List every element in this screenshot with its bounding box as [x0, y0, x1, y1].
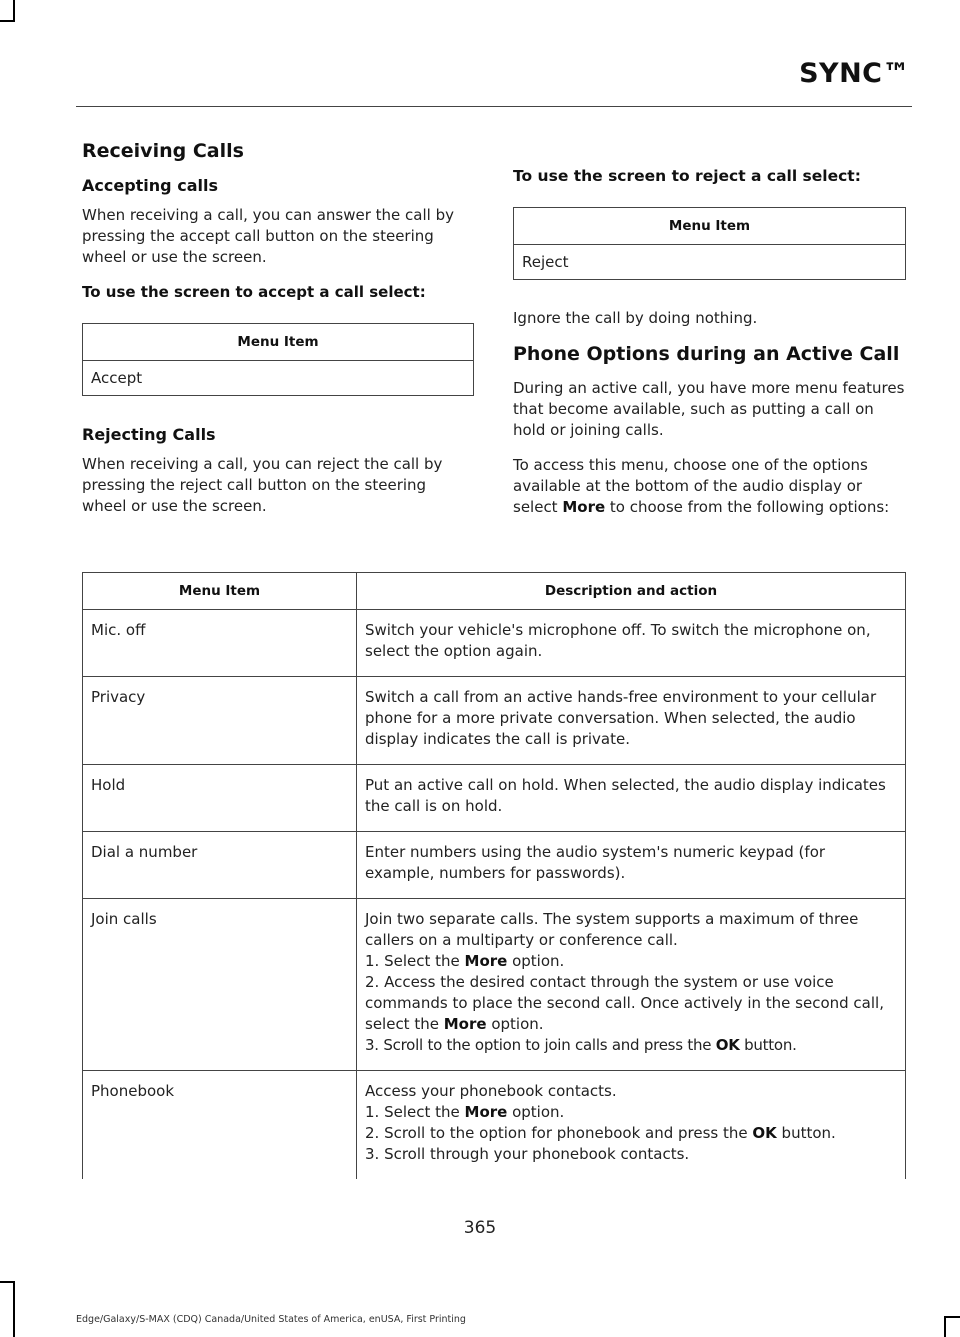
crop-mark-bottom-right-h: [944, 1316, 960, 1318]
crop-mark-bottom-left-v: [13, 1283, 15, 1337]
crop-mark-bottom-right-v: [944, 1318, 946, 1337]
join-step-3: [365, 1035, 897, 1056]
table-row: [83, 1071, 906, 1180]
access-text-post: to choose from the following options:: [605, 498, 890, 516]
row-item: Hold: [83, 765, 357, 832]
section-heading-receiving-calls: Receiving Calls: [82, 140, 244, 162]
phonebook-step-2-post: button.: [776, 1124, 836, 1142]
join-step-1-keyword: More: [464, 952, 508, 970]
access-description: [513, 455, 906, 518]
crop-mark-bottom-left-h: [0, 1281, 15, 1283]
accept-table-header: Menu Item: [83, 324, 474, 361]
access-text-pre: To access this menu, choose one of the options available at the bottom of the audio display or select: [513, 456, 868, 516]
join-step-1-pre: 1. Select the: [365, 952, 465, 970]
join-step-3-keyword: OK: [715, 1036, 740, 1054]
row-description: Switch your vehicle's microphone off. To switch the microphone on, select the option again.: [357, 610, 906, 677]
row-item: Mic. off: [83, 610, 357, 677]
table-row: [83, 899, 906, 1071]
reject-table-header: Menu Item: [514, 208, 906, 245]
row-description: [357, 899, 906, 1071]
row-item: Dial a number: [83, 832, 357, 899]
reject-menu-item: Reject: [514, 245, 906, 280]
subheading-accepting-calls: Accepting calls: [82, 176, 218, 195]
join-step-2-post: option.: [486, 1015, 544, 1033]
phonebook-step-2: [365, 1123, 897, 1144]
header-divider: [76, 106, 912, 107]
page-header-title: SYNC™: [799, 58, 910, 89]
row-item: Phonebook: [83, 1071, 357, 1180]
row-item: Privacy: [83, 677, 357, 765]
ignore-description: Ignore the call by doing nothing.: [513, 309, 758, 327]
phonebook-step-2-keyword: OK: [752, 1124, 777, 1142]
phonebook-step-2-pre: 2. Scroll to the option for phonebook and press the: [365, 1124, 753, 1142]
join-step-1-post: option.: [507, 952, 565, 970]
accept-description: When receiving a call, you can answer the call by pressing the accept call button on the steering wheel or use the screen.: [82, 206, 454, 266]
table-row: [83, 677, 906, 765]
reject-lead: To use the screen to reject a call select:: [513, 167, 861, 185]
accept-menu-item: Accept: [83, 361, 474, 396]
table-row: [83, 610, 906, 677]
join-intro: Join two separate calls. The system supports a maximum of three callers on a multiparty or conference call.: [365, 910, 859, 949]
table-row: [83, 765, 906, 832]
phonebook-step-1: [365, 1102, 897, 1123]
row-description: [357, 1071, 906, 1180]
phonebook-step-1-pre: 1. Select the: [365, 1103, 465, 1121]
page-number: 365: [463, 1218, 497, 1238]
row-description: Put an active call on hold. When selected, the audio display indicates the call is on hold.: [357, 765, 906, 832]
right-column: [513, 166, 906, 532]
col-header-menu-item: Menu Item: [83, 573, 357, 610]
crop-mark-top-left-h: [0, 20, 15, 22]
join-step-2: [365, 972, 897, 1035]
row-item: Join calls: [83, 899, 357, 1071]
left-column: [82, 140, 474, 531]
crop-mark-top-left-v: [13, 0, 15, 20]
join-step-2-pre: 2. Access the desired contact through the system or use voice commands to place the second call. Once actively in the second call, select the: [365, 973, 884, 1033]
options-description: During an active call, you have more menu features that become available, such as putting a call on hold or joining calls.: [513, 379, 905, 439]
join-step-1: [365, 951, 897, 972]
access-keyword: More: [562, 498, 606, 516]
phonebook-intro: Access your phonebook contacts.: [365, 1082, 617, 1100]
reject-menu-table: [513, 207, 906, 280]
row-description: Switch a call from an active hands-free environment to your cellular phone for a more private conversation. When selected, the audio display indicates the call is private.: [357, 677, 906, 765]
accept-lead: To use the screen to accept a call select:: [82, 283, 426, 301]
accept-menu-table: [82, 323, 474, 396]
phonebook-step-3: 3. Scroll through your phonebook contacts.: [365, 1145, 690, 1163]
reject-description: When receiving a call, you can reject the call by pressing the reject call button on the steering wheel or use the screen.: [82, 455, 443, 515]
phonebook-step-1-keyword: More: [464, 1103, 508, 1121]
row-description: Enter numbers using the audio system's numeric keypad (for example, numbers for passwords).: [357, 832, 906, 899]
join-step-3-post: button.: [739, 1036, 797, 1054]
col-header-description: Description and action: [357, 573, 906, 610]
section-heading-phone-options: Phone Options during an Active Call: [513, 343, 900, 365]
subheading-rejecting-calls: Rejecting Calls: [82, 425, 216, 444]
join-step-2-keyword: More: [443, 1015, 487, 1033]
phonebook-step-1-post: option.: [507, 1103, 565, 1121]
table-row: [83, 832, 906, 899]
phone-options-table: [82, 572, 906, 1179]
join-step-3-pre: 3. Scroll to the option to join calls and press the: [365, 1036, 716, 1054]
footer-edition: Edge/Galaxy/S-MAX (CDQ) Canada/United States of America, enUSA, First Printing: [76, 1314, 466, 1325]
